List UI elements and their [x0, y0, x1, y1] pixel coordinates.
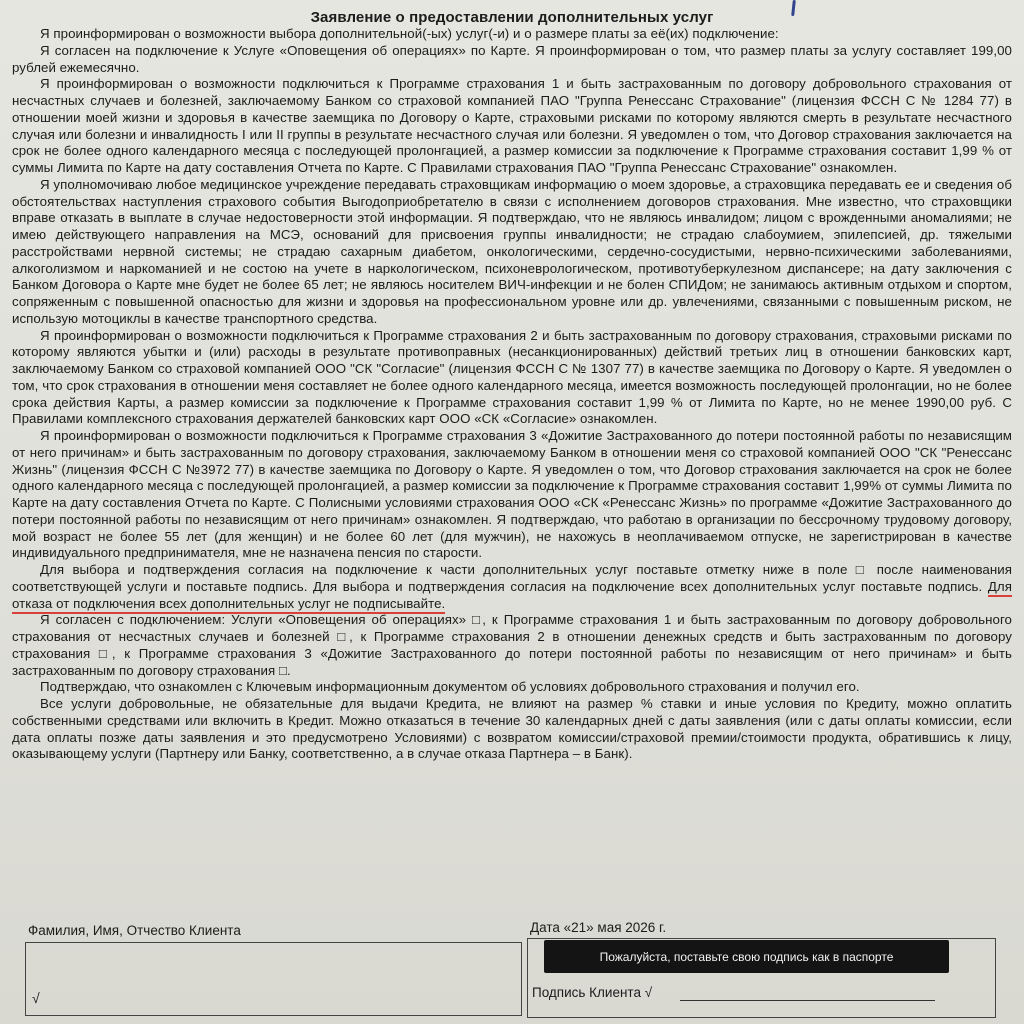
- fio-field[interactable]: [25, 942, 522, 1016]
- fio-check-mark: √: [32, 990, 40, 1006]
- banner-text: Пожалуйста, поставьте свою подпись как в паспорте: [599, 949, 894, 964]
- paragraph-program-3: Я проинформирован о возможности подключиться к Программе страхования 3 «Дожитие Застрахованного до потери постоянной работы по независящим от него причинам» и быть застрахованным по договору страхования, заключаемому Банком в отношении меня со страховой компанией ООО "СК "Ренессанс Жизнь" (лицензия ФССН С №3972 77) в качестве заемщика по Договору о Карте. Я уведомлен о том, что Договор страхования заключается на срок не более одного календарного месяца с последующей пролонгацией, а размер комиссии за подключение к Программе страхования составит 1,99% от суммы Лимита по Карте на дату составления Отчета по Карте. С Полисными условиями страхования ООО «СК «Ренессанс Жизнь» по программе «Дожитие Застрахованного до потери постоянной работы по независящим от него причинам» ознакомлен. Я подтверждаю, что работаю в организации по бессрочному трудовому договору, мой возраст не более 55 лет (для женщин) и не более 60 лет (для мужчин), не нахожусь в неоплачиваемом отпуске, не зарегистрирован в качестве индивидуального предпринимателя, мне не назначена пенсия по старости.: [12, 428, 1012, 561]
- signature-line: [680, 1000, 935, 1001]
- signature-instruction-banner: [544, 940, 949, 973]
- paragraph-confirm: Подтверждаю, что ознакомлен с Ключевым информационным документом об условиях добровольного страхования и получил его.: [40, 679, 860, 695]
- paragraph-voluntary: Все услуги добровольные, не обязательные для выдачи Кредита, не влияют на размер % ставки и иные условия по Кредиту, можно оплатить собственными средствами или включить в Кредит. Можно отказаться в течение 30 календарных дней с даты заявления (или с даты оплаты комиссии, если дата оплаты позже даты заявления и это предусмотрено Условиями) с возвратом комиссии/страховой премии/стоимости продукта, обратившись к лицу, оказывающему услуги (Партнеру или Банку, соответственно, а в случае отказа Партнера – в Банк).: [12, 696, 1012, 762]
- paragraph-program-2: Я проинформирован о возможности подключиться к Программе страхования 2 и быть застрахованным по договору страхования, страховыми рисками по которому являются убытки и (или) расходы в результате противоправных (несанкционированных) действий третьих лиц в отношении банковских карт, заключаемому Банком со страховой компанией ООО "СК "Согласие" (лицензия ФССН С № 1307 77) в качестве заемщика по Договору о Карте. Я уведомлен о том, что срок страхования в отношении меня составляет не более одного календарного месяца, имеется возможность последующей пролонгации, но не более срока действия Карты, а размер комиссии за подключение к Программе страхования составит 1,99 % от Лимита по Карте, но не менее 1990,00 руб. С Правилами комплексного страхования держателей банковских карт ООО «СК «Согласие» ознакомлен.: [12, 327, 1012, 427]
- date-label: Дата «21» мая 2026 г.: [530, 920, 667, 935]
- paragraph-medical-consent: Я уполномочиваю любое медицинское учреждение передавать страховщикам информацию о моем здоровье, а страховщика передавать ее и сведения об обстоятельствах наступления страхового события Выгодоприобретателю в связи с исполнением договоров страхования. Мне известно, что страховщики вправе отказать в выплате в случае недостоверности этой информации. Я подтверждаю, что не являюсь инвалидом; лицом с врожденными аномалиями; не имею действующего направления на МСЭ, оснований для присвоения группы инвалидности; не страдаю слабоумием, эпилепсией, др. тяжелыми расстройствами нервной системы; не страдаю сахарным диабетом, онкологическими, сердечно-сосудистыми, нервно-психическими заболеваниями, алкоголизмом и наркоманией и не состою на учете в наркологическом, психоневрологическом, противотуберкулезном диспансере; на дату заключения с Банком Договора о Карте мне будет не более 65 лет; не являюсь носителем ВИЧ-инфекции и не болен СПИДом; не занимаюсь активным отдыхом и спортом, сопряженным с повышенной опасностью для жизни и здоровья на профессиональном уровне или др. увлечениями, связанными с повышенным риском, не использую мотоциклы в качестве транспортного средства.: [12, 176, 1012, 326]
- choice-text: Для выбора и подтверждения согласия на подключение к части дополнительных услуг поставьте отметку ниже в поле □ после наименования соответствующей услуги и поставьте подпись. Для выбора и подтверждения согласия на подключение всех дополнительных услуг поставьте подпись.: [12, 562, 1012, 594]
- fio-label: Фамилия, Имя, Отчество Клиента: [28, 923, 241, 938]
- paragraph-program-1: Я проинформирован о возможности подключиться к Программе страхования 1 и быть застрахованным по договору добровольного страхования от несчастных случаев и болезней, заключаемому Банком со страховой компанией ПАО "Группа Ренессанс Страхование" (лицензия ФССН С № 1284 77) в отношении моей жизни и здоровья в качестве заемщика по Договору о Карте, страховыми рисками по которому являются смерть в результате несчастного случая или болезни и инвалидность I или II группы в результате несчастного случая или болезни. Я уведомлен о том, что Договор страхования заключается на срок не более одного календарного месяца с последующей пролонгацией, а размер комиссии за подключение к Программе страхования составит 1,99 % от суммы Лимита по Карте на дату составления Отчета по Карте. С Правилами страхования ПАО "Группа Ренессанс Страхование" ознакомлен.: [12, 76, 1012, 175]
- refusal-text-underlined: Для отказа от подключения всех дополнительных услуг не подписывайте.: [12, 579, 1012, 614]
- paragraph-choice: [12, 562, 1012, 612]
- document-body: [12, 26, 1012, 763]
- signature-label: Подпись Клиента √: [532, 985, 653, 1000]
- paragraph-intro: Я проинформирован о возможности выбора дополнительной(-ых) услуг(-и) и о размере платы за её(их) подключение:: [40, 26, 779, 41]
- paragraph-notifications: Я согласен на подключение к Услуге «Оповещения об операциях» по Карте. Я проинформирован о том, что размер платы за услугу составляет 199,00 рублей ежемесячно.: [12, 42, 1012, 75]
- document-title: Заявление о предоставлении дополнительных услуг: [310, 9, 714, 26]
- paragraph-consent: Я согласен с подключением: Услуги «Оповещения об операциях» □, к Программе страхования 1 и быть застрахованным по договору добровольного страхования от несчастных случаев и болезней □, к Программе страхования 2 в отношении денежных средств и быть застрахованным по договору страхования □, к Программе страхования 3 «Дожитие Застрахованного до потери постоянной работы по независящим от него причинам» и быть застрахованным по договору страхования □.: [12, 612, 1012, 678]
